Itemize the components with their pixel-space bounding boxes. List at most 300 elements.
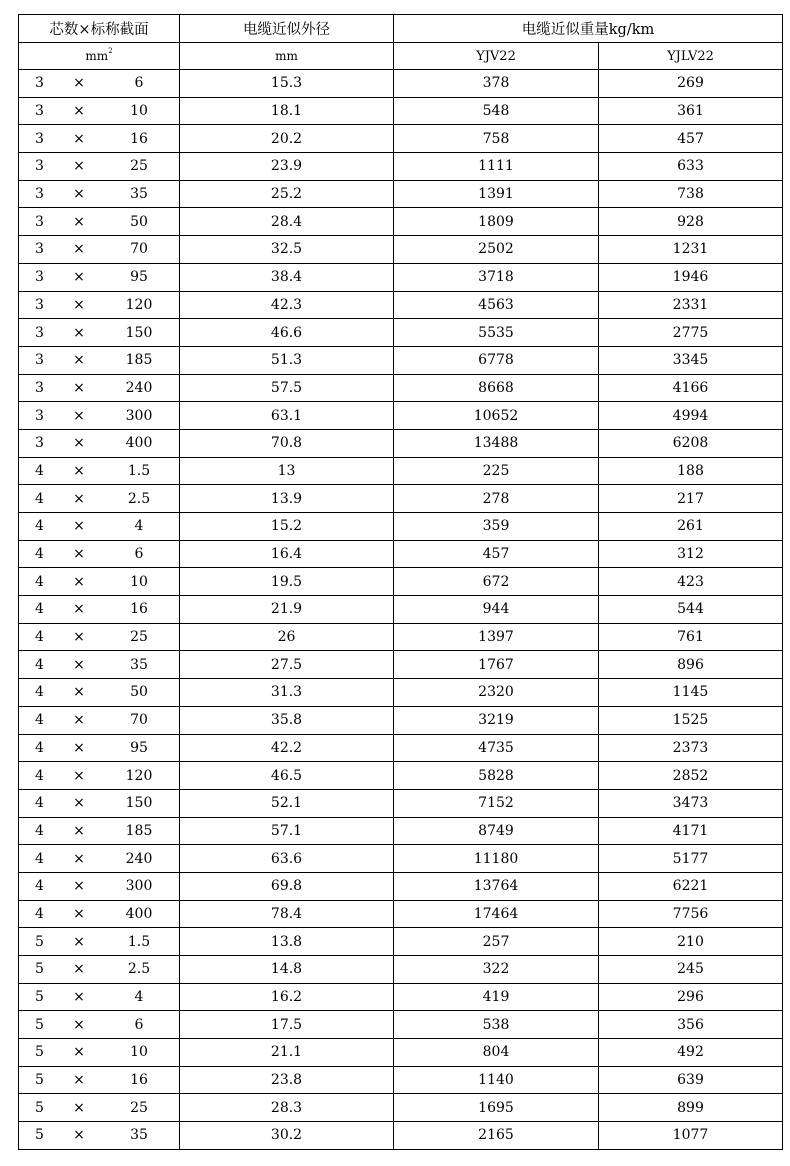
spec-cell [19, 568, 180, 596]
diameter-cell: 70.8 [180, 429, 394, 457]
section-value: 70 [130, 241, 148, 258]
yjv22-weight-cell: 359 [394, 513, 599, 541]
table-row [19, 706, 783, 734]
section-value: 2.5 [127, 961, 151, 978]
yjv22-weight-cell: 758 [394, 125, 599, 153]
cores-value: 4 [35, 656, 44, 673]
yjlv22-weight-cell: 2775 [599, 319, 783, 347]
section-value: 25 [130, 1099, 148, 1116]
cores-value: 4 [35, 795, 44, 812]
times-symbol: × [73, 103, 85, 120]
times-symbol: × [73, 379, 85, 396]
times-symbol: × [73, 1099, 85, 1116]
yjv22-weight-cell: 4563 [394, 291, 599, 319]
yjv22-weight-cell: 3718 [394, 263, 599, 291]
spec-cell [19, 623, 180, 651]
yjlv22-weight-cell: 245 [599, 956, 783, 984]
times-symbol: × [73, 933, 85, 950]
spec-unit: mm [85, 49, 109, 63]
spec-cell [19, 1011, 180, 1039]
diameter-header: 电缆近似外径 [180, 15, 394, 43]
spec-cell [19, 872, 180, 900]
cores-value: 4 [35, 767, 44, 784]
diameter-cell: 19.5 [180, 568, 394, 596]
times-symbol: × [73, 130, 85, 147]
spec-cell [19, 70, 180, 98]
spec-cell [19, 457, 180, 485]
times-symbol: × [73, 1044, 85, 1061]
cores-value: 3 [35, 324, 44, 341]
table-row [19, 983, 783, 1011]
spec-cell [19, 679, 180, 707]
yjlv22-weight-cell: 210 [599, 928, 783, 956]
spec-cell [19, 1039, 180, 1067]
section-value: 120 [125, 296, 153, 313]
table-row [19, 1094, 783, 1122]
yjv22-weight-cell: 10652 [394, 402, 599, 430]
spec-cell [19, 263, 180, 291]
times-symbol: × [73, 1016, 85, 1033]
yjv22-weight-cell: 419 [394, 983, 599, 1011]
times-symbol: × [73, 850, 85, 867]
cores-value: 5 [35, 1016, 44, 1033]
spec-cell [19, 789, 180, 817]
diameter-cell: 46.5 [180, 762, 394, 790]
yjlv22-header: YJLV22 [599, 43, 783, 70]
section-value: 1.5 [127, 462, 151, 479]
spec-cell [19, 125, 180, 153]
cores-value: 5 [35, 1044, 44, 1061]
table-row [19, 485, 783, 513]
spec-cell [19, 1066, 180, 1094]
table-row [19, 291, 783, 319]
times-symbol: × [73, 352, 85, 369]
diameter-cell: 13.9 [180, 485, 394, 513]
diameter-cell: 32.5 [180, 236, 394, 264]
times-symbol: × [73, 601, 85, 618]
yjlv22-weight-cell: 738 [599, 180, 783, 208]
diameter-cell: 13.8 [180, 928, 394, 956]
section-value: 400 [125, 435, 153, 452]
section-value: 10 [130, 573, 148, 590]
cores-value: 5 [35, 1127, 44, 1144]
spec-cell [19, 485, 180, 513]
section-value: 6 [134, 75, 144, 92]
section-value: 185 [125, 822, 153, 839]
table-row [19, 956, 783, 984]
diameter-cell: 23.9 [180, 153, 394, 181]
spec-cell [19, 153, 180, 181]
section-value: 240 [125, 379, 153, 396]
yjlv22-weight-cell: 188 [599, 457, 783, 485]
table-row [19, 872, 783, 900]
table-row [19, 762, 783, 790]
cores-value: 4 [35, 601, 44, 618]
table-row [19, 1011, 783, 1039]
spec-cell [19, 900, 180, 928]
spec-cell [19, 1122, 180, 1150]
table-row [19, 236, 783, 264]
yjlv22-weight-cell: 1525 [599, 706, 783, 734]
diameter-cell: 20.2 [180, 125, 394, 153]
yjv22-header: YJV22 [394, 43, 599, 70]
spec-header: 芯数×标称截面 [19, 15, 180, 43]
table-row [19, 568, 783, 596]
yjv22-weight-cell: 548 [394, 97, 599, 125]
times-symbol: × [73, 269, 85, 286]
yjv22-weight-cell: 1397 [394, 623, 599, 651]
yjv22-weight-cell: 4735 [394, 734, 599, 762]
spec-cell [19, 817, 180, 845]
times-symbol: × [73, 213, 85, 230]
cores-value: 4 [35, 739, 44, 756]
table-row [19, 1066, 783, 1094]
table-row [19, 346, 783, 374]
times-symbol: × [73, 158, 85, 175]
cores-value: 5 [35, 1072, 44, 1089]
yjv22-weight-cell: 278 [394, 485, 599, 513]
times-symbol: × [73, 629, 85, 646]
section-value: 70 [130, 712, 148, 729]
yjv22-weight-cell: 1391 [394, 180, 599, 208]
times-symbol: × [73, 296, 85, 313]
spec-cell [19, 928, 180, 956]
yjlv22-weight-cell: 1077 [599, 1122, 783, 1150]
section-value: 300 [125, 878, 153, 895]
spec-unit-sup: 2 [108, 47, 113, 55]
table-row [19, 623, 783, 651]
section-value: 50 [130, 684, 148, 701]
cores-value: 3 [35, 352, 44, 369]
yjlv22-weight-cell: 899 [599, 1094, 783, 1122]
times-symbol: × [73, 490, 85, 507]
yjlv22-weight-cell: 296 [599, 983, 783, 1011]
yjlv22-weight-cell: 423 [599, 568, 783, 596]
cores-value: 3 [35, 241, 44, 258]
cores-value: 4 [35, 822, 44, 839]
yjlv22-weight-cell: 4994 [599, 402, 783, 430]
yjv22-weight-cell: 8668 [394, 374, 599, 402]
section-value: 10 [130, 103, 148, 120]
cores-value: 3 [35, 269, 44, 286]
spec-cell [19, 540, 180, 568]
yjv22-weight-cell: 225 [394, 457, 599, 485]
section-value: 4 [134, 989, 144, 1006]
section-value: 35 [130, 1127, 148, 1144]
table-body [19, 70, 783, 1150]
table-row [19, 70, 783, 98]
spec-cell [19, 734, 180, 762]
table-row [19, 900, 783, 928]
times-symbol: × [73, 989, 85, 1006]
diameter-cell: 15.3 [180, 70, 394, 98]
times-symbol: × [73, 573, 85, 590]
table-row [19, 513, 783, 541]
section-value: 10 [130, 1044, 148, 1061]
table-row [19, 180, 783, 208]
section-value: 150 [125, 324, 153, 341]
times-symbol: × [73, 767, 85, 784]
diameter-cell: 38.4 [180, 263, 394, 291]
spec-cell [19, 429, 180, 457]
spec-cell [19, 291, 180, 319]
times-symbol: × [73, 1127, 85, 1144]
spec-cell [19, 706, 180, 734]
diameter-cell: 31.3 [180, 679, 394, 707]
section-value: 16 [130, 130, 148, 147]
section-value: 6 [134, 546, 144, 563]
yjv22-weight-cell: 6778 [394, 346, 599, 374]
table-row [19, 734, 783, 762]
yjv22-weight-cell: 11180 [394, 845, 599, 873]
yjv22-weight-cell: 257 [394, 928, 599, 956]
spec-cell [19, 97, 180, 125]
times-symbol: × [73, 684, 85, 701]
section-value: 2.5 [127, 490, 151, 507]
times-symbol: × [73, 961, 85, 978]
section-value: 25 [130, 158, 148, 175]
table-row [19, 789, 783, 817]
times-symbol: × [73, 656, 85, 673]
table-row [19, 928, 783, 956]
weight-header: 电缆近似重量kg/km [394, 15, 783, 43]
yjv22-weight-cell: 2320 [394, 679, 599, 707]
cores-value: 3 [35, 130, 44, 147]
table-row [19, 374, 783, 402]
diameter-cell: 21.1 [180, 1039, 394, 1067]
yjlv22-weight-cell: 2331 [599, 291, 783, 319]
spec-cell [19, 651, 180, 679]
spec-cell [19, 983, 180, 1011]
times-symbol: × [73, 1072, 85, 1089]
cable-spec-sheet [18, 14, 782, 1150]
diameter-cell: 18.1 [180, 97, 394, 125]
diameter-cell: 17.5 [180, 1011, 394, 1039]
section-value: 400 [125, 905, 153, 922]
diameter-cell: 35.8 [180, 706, 394, 734]
cores-value: 4 [35, 490, 44, 507]
yjv22-weight-cell: 1140 [394, 1066, 599, 1094]
diameter-cell: 26 [180, 623, 394, 651]
cores-value: 4 [35, 462, 44, 479]
diameter-cell: 13 [180, 457, 394, 485]
cores-value: 4 [35, 629, 44, 646]
times-symbol: × [73, 795, 85, 812]
yjlv22-weight-cell: 761 [599, 623, 783, 651]
diameter-cell: 42.2 [180, 734, 394, 762]
diameter-cell: 23.8 [180, 1066, 394, 1094]
yjlv22-weight-cell: 6208 [599, 429, 783, 457]
spec-cell [19, 596, 180, 624]
diameter-cell: 51.3 [180, 346, 394, 374]
diameter-cell: 69.8 [180, 872, 394, 900]
yjlv22-weight-cell: 5177 [599, 845, 783, 873]
table-row [19, 208, 783, 236]
yjlv22-weight-cell: 928 [599, 208, 783, 236]
yjv22-weight-cell: 2502 [394, 236, 599, 264]
times-symbol: × [73, 712, 85, 729]
yjv22-weight-cell: 2165 [394, 1122, 599, 1150]
diameter-cell: 30.2 [180, 1122, 394, 1150]
yjlv22-weight-cell: 4171 [599, 817, 783, 845]
table-row [19, 596, 783, 624]
diameter-cell: 46.6 [180, 319, 394, 347]
times-symbol: × [73, 435, 85, 452]
diameter-cell: 63.1 [180, 402, 394, 430]
cores-value: 5 [35, 933, 44, 950]
spec-cell [19, 762, 180, 790]
spec-unit-header [19, 43, 180, 70]
yjv22-weight-cell: 8749 [394, 817, 599, 845]
yjlv22-weight-cell: 361 [599, 97, 783, 125]
yjlv22-weight-cell: 3345 [599, 346, 783, 374]
yjlv22-weight-cell: 633 [599, 153, 783, 181]
times-symbol: × [73, 822, 85, 839]
yjv22-weight-cell: 378 [394, 70, 599, 98]
table-row [19, 817, 783, 845]
yjv22-weight-cell: 5535 [394, 319, 599, 347]
table-row [19, 540, 783, 568]
yjv22-weight-cell: 17464 [394, 900, 599, 928]
yjv22-weight-cell: 457 [394, 540, 599, 568]
cores-value: 3 [35, 213, 44, 230]
spec-cell [19, 845, 180, 873]
cores-value: 4 [35, 850, 44, 867]
table-row [19, 153, 783, 181]
cores-value: 3 [35, 103, 44, 120]
yjlv22-weight-cell: 217 [599, 485, 783, 513]
cores-value: 4 [35, 905, 44, 922]
yjlv22-weight-cell: 2852 [599, 762, 783, 790]
section-value: 6 [134, 1016, 144, 1033]
cores-value: 4 [35, 684, 44, 701]
yjv22-weight-cell: 1767 [394, 651, 599, 679]
cores-value: 5 [35, 961, 44, 978]
spec-cell [19, 956, 180, 984]
table-row [19, 429, 783, 457]
section-value: 240 [125, 850, 153, 867]
diameter-cell: 78.4 [180, 900, 394, 928]
cores-value: 4 [35, 518, 44, 535]
cores-value: 4 [35, 878, 44, 895]
diameter-cell: 16.4 [180, 540, 394, 568]
yjv22-weight-cell: 1695 [394, 1094, 599, 1122]
section-value: 1.5 [127, 933, 151, 950]
spec-cell [19, 374, 180, 402]
yjv22-weight-cell: 5828 [394, 762, 599, 790]
yjlv22-weight-cell: 492 [599, 1039, 783, 1067]
cores-value: 3 [35, 75, 44, 92]
table-row [19, 1122, 783, 1150]
table-row [19, 457, 783, 485]
spec-cell [19, 346, 180, 374]
diameter-cell: 42.3 [180, 291, 394, 319]
times-symbol: × [73, 462, 85, 479]
yjlv22-weight-cell: 2373 [599, 734, 783, 762]
section-value: 120 [125, 767, 153, 784]
section-value: 35 [130, 186, 148, 203]
yjlv22-weight-cell: 4166 [599, 374, 783, 402]
section-value: 25 [130, 629, 148, 646]
yjv22-weight-cell: 13488 [394, 429, 599, 457]
times-symbol: × [73, 905, 85, 922]
cable-weight-table [18, 14, 783, 1150]
yjv22-weight-cell: 13764 [394, 872, 599, 900]
spec-cell [19, 180, 180, 208]
spec-cell [19, 208, 180, 236]
spec-cell [19, 319, 180, 347]
yjlv22-weight-cell: 312 [599, 540, 783, 568]
table-row [19, 402, 783, 430]
diameter-cell: 28.4 [180, 208, 394, 236]
section-value: 95 [130, 269, 148, 286]
cores-value: 4 [35, 573, 44, 590]
cores-value: 5 [35, 989, 44, 1006]
spec-cell [19, 402, 180, 430]
times-symbol: × [73, 878, 85, 895]
yjlv22-weight-cell: 6221 [599, 872, 783, 900]
section-value: 16 [130, 601, 148, 618]
cores-value: 3 [35, 296, 44, 313]
diameter-cell: 15.2 [180, 513, 394, 541]
yjlv22-weight-cell: 3473 [599, 789, 783, 817]
yjv22-weight-cell: 672 [394, 568, 599, 596]
diameter-cell: 21.9 [180, 596, 394, 624]
yjv22-weight-cell: 804 [394, 1039, 599, 1067]
times-symbol: × [73, 739, 85, 756]
section-value: 150 [125, 795, 153, 812]
diameter-cell: 14.8 [180, 956, 394, 984]
diameter-cell: 28.3 [180, 1094, 394, 1122]
diameter-cell: 16.2 [180, 983, 394, 1011]
table-row [19, 263, 783, 291]
yjlv22-weight-cell: 269 [599, 70, 783, 98]
table-row [19, 1039, 783, 1067]
yjlv22-weight-cell: 457 [599, 125, 783, 153]
table-row [19, 125, 783, 153]
yjlv22-weight-cell: 1231 [599, 236, 783, 264]
yjlv22-weight-cell: 356 [599, 1011, 783, 1039]
spec-cell [19, 513, 180, 541]
cores-value: 4 [35, 546, 44, 563]
section-value: 50 [130, 213, 148, 230]
spec-cell [19, 236, 180, 264]
diameter-cell: 57.5 [180, 374, 394, 402]
times-symbol: × [73, 324, 85, 341]
yjv22-weight-cell: 322 [394, 956, 599, 984]
times-symbol: × [73, 407, 85, 424]
diameter-cell: 25.2 [180, 180, 394, 208]
cores-value: 4 [35, 712, 44, 729]
table-row [19, 845, 783, 873]
diameter-cell: 27.5 [180, 651, 394, 679]
cores-value: 5 [35, 1099, 44, 1116]
yjlv22-weight-cell: 1946 [599, 263, 783, 291]
section-value: 300 [125, 407, 153, 424]
yjv22-weight-cell: 538 [394, 1011, 599, 1039]
section-value: 35 [130, 656, 148, 673]
diameter-cell: 52.1 [180, 789, 394, 817]
table-row [19, 319, 783, 347]
cores-value: 3 [35, 407, 44, 424]
times-symbol: × [73, 546, 85, 563]
yjlv22-weight-cell: 7756 [599, 900, 783, 928]
spec-cell [19, 1094, 180, 1122]
yjlv22-weight-cell: 544 [599, 596, 783, 624]
yjv22-weight-cell: 1809 [394, 208, 599, 236]
cores-value: 3 [35, 158, 44, 175]
cores-value: 3 [35, 435, 44, 452]
